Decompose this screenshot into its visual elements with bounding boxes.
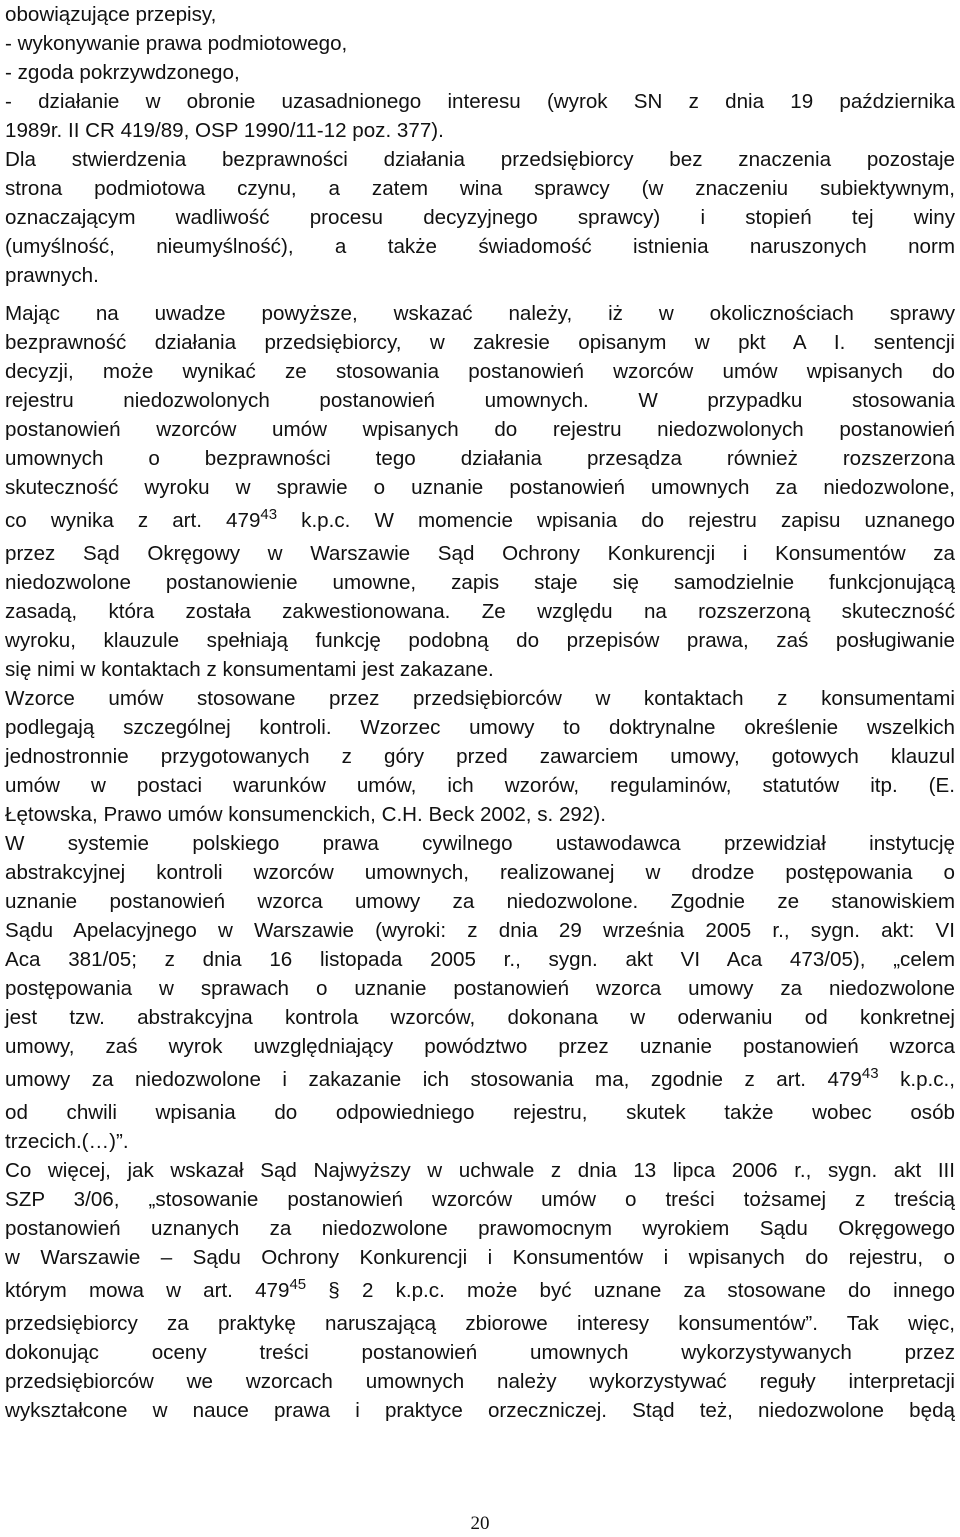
text-line: obowiązujące przepisy, <box>5 3 217 26</box>
text-segment: którym mowa w art. 479 <box>5 1279 290 1302</box>
text-line: Mając na uwadze powyższe, wskazać należy, iż w okolicznościach sprawy <box>5 302 955 325</box>
text-line: się nimi w kontaktach z konsumentami jest zakazane. <box>5 658 494 681</box>
document-page <box>5 0 955 1425</box>
text-line: Co więcej, jak wskazał Sąd Najwyższy w uchwale z dnia 13 lipca 2006 r., sygn. akt III <box>5 1159 955 1182</box>
text-line: Dla stwierdzenia bezprawności działania przedsiębiorcy bez znaczenia pozostaje <box>5 148 955 171</box>
text-line <box>5 1061 955 1098</box>
article-superscript: 45 <box>289 1275 307 1293</box>
text-line <box>5 1272 955 1309</box>
text-line: umownych o bezprawności tego działania przesądza również rozszerzona <box>5 447 955 470</box>
text-line: (umyślność, nieumyślność), a także świadomość istnienia naruszonych norm <box>5 235 955 258</box>
text-segment: § 2 k.p.c. może być uznane za stosowane do innego <box>306 1279 955 1302</box>
text-line: dokonując oceny treści postanowień umownych wykorzystywanych przez <box>5 1341 955 1364</box>
text-line: rejestru niedozwolonych postanowień umownych. W przypadku stosowania <box>5 389 955 412</box>
article-superscript: 43 <box>260 505 278 523</box>
text-segment: k.p.c., <box>878 1068 956 1091</box>
text-line: - zgoda pokrzywdzonego, <box>5 61 240 84</box>
article-superscript: 43 <box>861 1064 879 1082</box>
text-line: - działanie w obronie uzasadnionego interesu (wyrok SN z dnia 19 października <box>5 90 955 113</box>
text-line: Sądu Apelacyjnego w Warszawie (wyroki: z dnia 29 września 2005 r., sygn. akt: VI <box>5 919 955 942</box>
text-line: przedsiębiorców we wzorcach umownych należy wykorzystywać reguły interpretacji <box>5 1370 955 1393</box>
text-line: 1989r. II CR 419/89, OSP 1990/11-12 poz. 377). <box>5 119 444 142</box>
text-line: w Warszawie – Sądu Ochrony Konkurencji i Konsumentów i wpisanych do rejestru, o <box>5 1246 955 1269</box>
text-line: SZP 3/06, „stosowanie postanowień wzorców umów o treści tożsamej z treścią <box>5 1188 955 1211</box>
text-line: podlegają szczególnej kontroli. Wzorzec umowy to doktrynalne określenie wszelkich <box>5 716 955 739</box>
text-line: abstrakcyjnej kontroli wzorców umownych, realizowanej w drodze postępowania o <box>5 861 955 884</box>
text-line <box>5 502 955 539</box>
text-line: wykształcone w nauce prawa i praktyce orzeczniczej. Stąd też, niedozwolone będą <box>5 1399 955 1422</box>
text-line: bezprawność działania przedsiębiorcy, w zakresie opisanym w pkt A I. sentencji <box>5 331 955 354</box>
text-line: trzecich.(…)”. <box>5 1130 129 1153</box>
text-line: umowy, zaś wyrok uwzględniający powództwo przez uznanie postanowień wzorca <box>5 1035 955 1058</box>
text-line: Łętowska, Prawo umów konsumenckich, C.H. Beck 2002, s. 292). <box>5 803 606 826</box>
text-line: prawnych. <box>5 264 99 287</box>
text-line: decyzji, może wynikać ze stosowania postanowień wzorców umów wpisanych do <box>5 360 955 383</box>
text-line: Aca 381/05; z dnia 16 listopada 2005 r., sygn. akt VI Aca 473/05), „celem <box>5 948 955 971</box>
text-segment: umowy za niedozwolone i zakazanie ich stosowania ma, zgodnie z art. 479 <box>5 1068 862 1091</box>
text-line: umów w postaci warunków umów, ich wzorów, regulaminów, statutów itp. (E. <box>5 774 955 797</box>
paragraph-gap <box>5 290 955 299</box>
text-line: uznanie postanowień wzorca umowy za niedozwolone. Zgodnie ze stanowiskiem <box>5 890 955 913</box>
text-line: Wzorce umów stosowane przez przedsiębiorców w kontaktach z konsumentami <box>5 687 955 710</box>
text-line: niedozwolone postanowienie umowne, zapis staje się samodzielnie funkcjonującą <box>5 571 955 594</box>
text-line: strona podmiotowa czynu, a zatem wina sprawcy (w znaczeniu subiektywnym, <box>5 177 955 200</box>
text-segment: co wynika z art. 479 <box>5 509 261 532</box>
text-line: zasadą, która została zakwestionowana. Ze względu na rozszerzoną skuteczność <box>5 600 955 623</box>
text-line: od chwili wpisania do odpowiedniego rejestru, skutek także wobec osób <box>5 1101 955 1124</box>
text-line: przez Sąd Okręgowy w Warszawie Sąd Ochrony Konkurencji i Konsumentów za <box>5 542 955 565</box>
text-line: skuteczność wyroku w sprawie o uznanie postanowień umownych za niedozwolone, <box>5 476 955 499</box>
text-line: - wykonywanie prawa podmiotowego, <box>5 32 348 55</box>
text-line: postępowania w sprawach o uznanie postanowień wzorca umowy za niedozwolone <box>5 977 955 1000</box>
page-number: 20 <box>470 1513 490 1534</box>
text-line: jednostronnie przygotowanych z góry przed zawarciem umowy, gotowych klauzul <box>5 745 955 768</box>
text-line: postanowień wzorców umów wpisanych do rejestru niedozwolonych postanowień <box>5 418 955 441</box>
text-line: przedsiębiorcy za praktykę naruszającą zbiorowe interesy konsumentów”. Tak więc, <box>5 1312 955 1335</box>
text-line: W systemie polskiego prawa cywilnego ustawodawca przewidział instytucję <box>5 832 955 855</box>
text-line: jest tzw. abstrakcyjna kontrola wzorców, dokonana w oderwaniu od konkretnej <box>5 1006 955 1029</box>
text-line: postanowień uznanych za niedozwolone prawomocnym wyrokiem Sądu Okręgowego <box>5 1217 955 1240</box>
text-line: wyroku, klauzule spełniają funkcję podobną do przepisów prawa, zaś posługiwanie <box>5 629 955 652</box>
text-line: oznaczającym wadliwość procesu decyzyjnego sprawcy) i stopień tej winy <box>5 206 955 229</box>
text-segment: k.p.c. W momencie wpisania do rejestru zapisu uznanego <box>277 509 956 532</box>
